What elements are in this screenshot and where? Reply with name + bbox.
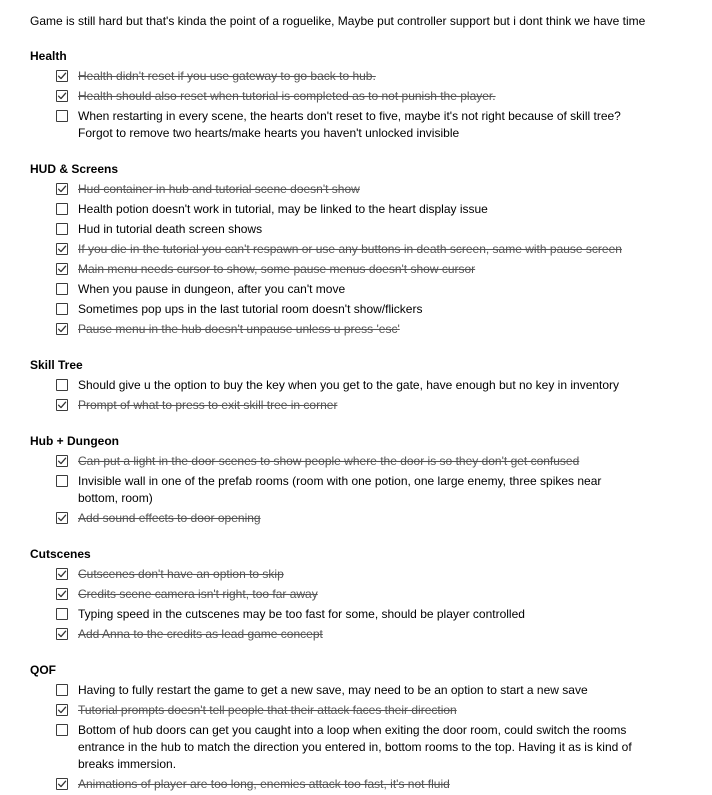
checklist-item	[30, 377, 638, 394]
checklist-item-text: Sometimes pop ups in the last tutorial room doesn't show/flickers	[78, 302, 423, 316]
section-qof	[30, 662, 670, 793]
checkbox-checked[interactable]	[56, 70, 68, 82]
checkbox-checked[interactable]	[56, 628, 68, 640]
checklist-item	[30, 566, 638, 583]
section-hub-dungeon	[30, 433, 670, 527]
checklist-item	[30, 776, 638, 793]
checkmark-icon	[57, 400, 67, 410]
checklist	[30, 181, 670, 338]
checklist	[30, 682, 670, 793]
checklist-item-text: When you pause in dungeon, after you can't move	[78, 282, 346, 296]
checkbox-unchecked[interactable]	[56, 223, 68, 235]
checkmark-icon	[57, 779, 67, 789]
checkbox-checked[interactable]	[56, 568, 68, 580]
checkmark-icon	[57, 705, 67, 715]
intro-paragraph: Game is still hard but that's kinda the point of a roguelike, Maybe put controller support but i dont think we have time	[30, 14, 646, 28]
checkmark-icon	[57, 569, 67, 579]
checkbox-checked[interactable]	[56, 778, 68, 790]
checklist-item-text: Pause menu in the hub doesn't unpause unless u press 'esc'	[78, 322, 400, 336]
checklist-item-text: Health should also reset when tutorial is completed as to not punish the player.	[78, 89, 496, 103]
checkbox-unchecked[interactable]	[56, 203, 68, 215]
checklist-item	[30, 321, 638, 338]
checklist-item	[30, 397, 638, 414]
checklist-item	[30, 88, 638, 105]
checklist-item	[30, 108, 638, 142]
checklist-item	[30, 606, 638, 623]
checkbox-unchecked[interactable]	[56, 303, 68, 315]
checklist-item	[30, 682, 638, 699]
section-title: QOF	[30, 663, 56, 677]
checklist-item-text: Add Anna to the credits as lead game concept	[78, 627, 323, 641]
checklist-item	[30, 626, 638, 643]
checkmark-icon	[57, 324, 67, 334]
checklist-item-text: Can put a light in the door scenes to show people where the door is so they don't get confused	[78, 454, 580, 468]
checklist-item-text: Health potion doesn't work in tutorial, may be linked to the heart display issue	[78, 202, 488, 216]
section-title: Skill Tree	[30, 358, 83, 372]
checkbox-unchecked[interactable]	[56, 684, 68, 696]
checkmark-icon	[57, 264, 67, 274]
checkbox-checked[interactable]	[56, 183, 68, 195]
checklist-item	[30, 68, 638, 85]
checklist-item	[30, 510, 638, 527]
checklist	[30, 377, 670, 414]
checklist-item-text: When restarting in every scene, the hearts don't reset to five, maybe it's not right because of skill tree? Forgot to remove two hearts/make hearts you haven't unlocked invisible	[78, 109, 621, 140]
checkbox-checked[interactable]	[56, 455, 68, 467]
checkbox-checked[interactable]	[56, 399, 68, 411]
checklist-item	[30, 473, 638, 507]
checkmark-icon	[57, 184, 67, 194]
checklist-item-text: Bottom of hub doors can get you caught into a loop when exiting the door room, could switch the rooms entrance in the hub to match the direction you entered in, bottom rooms to the top. Having it as is kind of breaks immersion.	[78, 723, 632, 771]
checkmark-icon	[57, 244, 67, 254]
checkbox-unchecked[interactable]	[56, 283, 68, 295]
checklist	[30, 68, 670, 142]
checklist-item	[30, 702, 638, 719]
checklist-item-text: Invisible wall in one of the prefab rooms (room with one potion, one large enemy, three spikes near bottom, room)	[78, 474, 602, 505]
section-skill-tree	[30, 357, 670, 414]
checklist-item	[30, 453, 638, 470]
checkmark-icon	[57, 71, 67, 81]
section-hud-screens	[30, 161, 670, 338]
checkmark-icon	[57, 629, 67, 639]
checkbox-checked[interactable]	[56, 323, 68, 335]
checklist-item-text: Main menu needs cursor to show, some pause menus doesn't show cursor	[78, 262, 476, 276]
checklist-sections	[30, 48, 670, 793]
checklist-item-text: Cutscenes don't have an option to skip	[78, 567, 284, 581]
section-title: Cutscenes	[30, 547, 91, 561]
checkbox-checked[interactable]	[56, 243, 68, 255]
section-health	[30, 48, 670, 142]
checkmark-icon	[57, 513, 67, 523]
checklist-item-text: Hud in tutorial death screen shows	[78, 222, 263, 236]
checklist-item-text: Hud container in hub and tutorial scene doesn't show	[78, 182, 360, 196]
document-body	[30, 13, 670, 793]
checklist-item	[30, 201, 638, 218]
checklist-item	[30, 281, 638, 298]
checkmark-icon	[57, 456, 67, 466]
checklist-item-text: Should give u the option to buy the key when you get to the gate, have enough but no key in inventory	[78, 378, 620, 392]
checkmark-icon	[57, 91, 67, 101]
checklist	[30, 566, 670, 643]
checklist-item-text: Typing speed in the cutscenes may be too fast for some, should be player controlled	[78, 607, 525, 621]
checklist-item	[30, 181, 638, 198]
checkbox-checked[interactable]	[56, 263, 68, 275]
checkbox-unchecked[interactable]	[56, 110, 68, 122]
section-title: Hub + Dungeon	[30, 434, 119, 448]
checklist-item	[30, 221, 638, 238]
checklist-item-text: Credits scene camera isn't right, too far away	[78, 587, 318, 601]
checklist-item-text: Health didn't reset if you use gateway to go back to hub.	[78, 69, 376, 83]
checkbox-checked[interactable]	[56, 90, 68, 102]
checkbox-checked[interactable]	[56, 512, 68, 524]
checklist-item	[30, 241, 638, 258]
checkmark-icon	[57, 589, 67, 599]
checklist-item-text: Prompt of what to press to exit skill tree in corner	[78, 398, 338, 412]
checkbox-unchecked[interactable]	[56, 608, 68, 620]
checklist-item-text: Animations of player are too long, enemies attack too fast, it's not fluid	[78, 777, 450, 791]
checklist-item	[30, 586, 638, 603]
checklist-item	[30, 722, 638, 773]
checkbox-checked[interactable]	[56, 588, 68, 600]
checklist-item	[30, 301, 638, 318]
checklist-item-text: Having to fully restart the game to get a new save, may need to be an option to start a new save	[78, 683, 588, 697]
checklist-item-text: Tutorial prompts doesn't tell people that their attack faces their direction	[78, 703, 457, 717]
section-title: Health	[30, 49, 67, 63]
checklist	[30, 453, 670, 527]
checkbox-checked[interactable]	[56, 704, 68, 716]
checklist-item	[30, 261, 638, 278]
checklist-item-text: If you die in the tutorial you can't respawn or use any buttons in death screen, same with pause screen	[78, 242, 622, 256]
checklist-item-text: Add sound effects to door opening	[78, 511, 261, 525]
checkbox-unchecked[interactable]	[56, 475, 68, 487]
checkbox-unchecked[interactable]	[56, 379, 68, 391]
section-title: HUD & Screens	[30, 162, 119, 176]
checkbox-unchecked[interactable]	[56, 724, 68, 736]
section-cutscenes	[30, 546, 670, 643]
